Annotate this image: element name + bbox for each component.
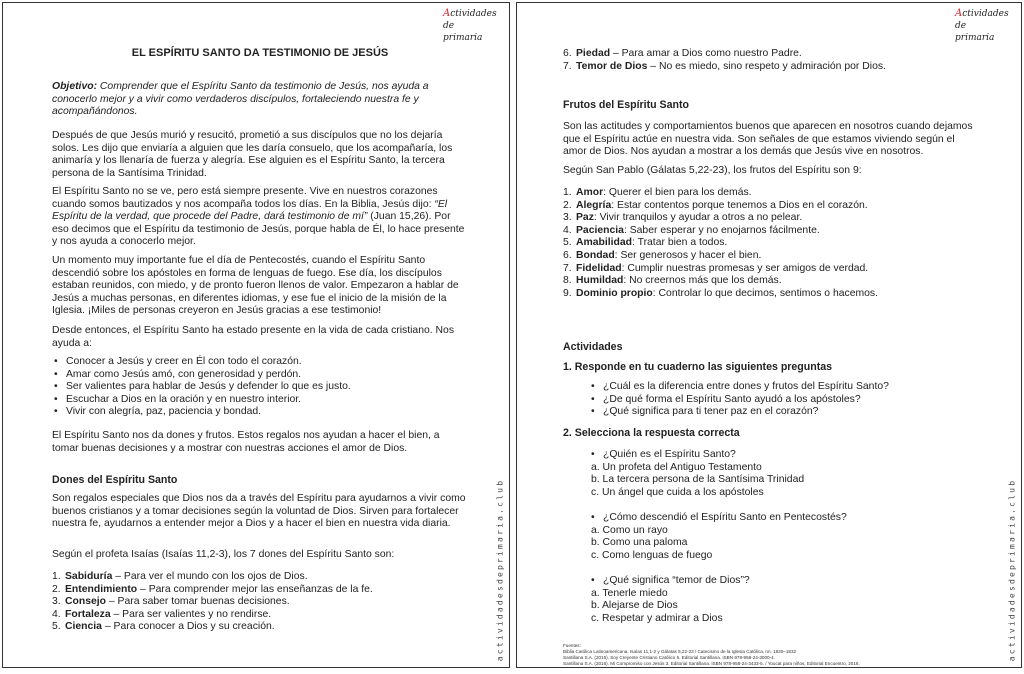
objective-text: Comprender que el Espíritu Santo da testimonio de Jesús, nos ayuda a conocerlo mejor y a vivir como verdaderos discípulos, fortaleciendo nuestra fe y acompañándonos.	[52, 81, 429, 118]
paragraph-helps-intro: Desde entonces, el Espíritu Santo ha estado presente en la vida de cada cristiano. Nos ayuda a:	[52, 325, 455, 349]
objective	[52, 81, 468, 119]
list-item: • Conocer a Jesús y creer en Él con todo el corazón.	[52, 356, 468, 369]
quiz-question-2	[563, 512, 981, 562]
dones-lead: Según el profeta Isaías (Isaías 11,2-3), los 7 dones del Espíritu Santo son:	[52, 549, 395, 560]
quiz-option[interactable]: b. Alejarse de Dios	[591, 600, 678, 612]
list-item: 4. Paciencia: Saber esperar y no enojarnos fácilmente.	[563, 224, 820, 236]
list-item: 6. Piedad – Para amar a Dios como nuestro Padre.	[563, 48, 802, 59]
paragraph-pentecost: Un momento muy importante fue el día de Pentecostés, cuando el Espíritu Santo descendió sobre los apóstoles en forma de lenguas de fuego. Ese día, los discípulos estaban reunidos, con miedo, y de pronto fueron llenos de valor. Empezaron a hablar de Jesús a muchas personas, en diferentes idiomas, y ese fue el inicio de la misión de la Iglesia. ¡Miles de personas creyeron en Jesús gracias a ese testimonio!	[52, 255, 459, 317]
list-item: 7. Fidelidad: Cumplir nuestras promesas y ser amigos de verdad.	[563, 262, 869, 274]
quiz-option[interactable]: c. Respetar y admirar a Dios	[591, 612, 723, 624]
list-item: 8. Humildad: No creernos más que los demás.	[563, 275, 782, 287]
list-item: • ¿De qué forma el Espíritu Santo ayudó a los apóstoles?	[589, 394, 981, 407]
list-item: • Escuchar a Dios en la oración y en nuestro interior.	[52, 394, 468, 407]
list-item: • Ser valientes para hablar de Jesús y defender lo que es justo.	[52, 381, 468, 394]
paragraph-gifts-fruits: El Espíritu Santo nos da dones y frutos. Estos regalos nos ayudan a hacer el bien, a tomar buenas decisiones y a mostrar con nuestras acciones el amor de Dios.	[52, 430, 440, 454]
side-url-watermark: actividadesdeprimaria.club	[495, 478, 505, 662]
list-item: 1. Sabiduría – Para ver el mundo con los ojos de Dios.	[52, 571, 308, 582]
page1-content	[52, 3, 468, 668]
list-item: 6. Bondad: Ser generosos y hacer el bien.	[563, 249, 762, 261]
section-heading-activities: Actividades	[563, 341, 623, 353]
brand-line1-rest: ctividades de	[955, 9, 1009, 31]
section-heading-dones: Dones del Espíritu Santo	[52, 474, 178, 486]
side-url-watermark: actividadesdeprimaria.club	[1007, 478, 1017, 662]
quiz-question-text: • ¿Qué significa “temor de Dios”?	[589, 575, 981, 588]
list-item: 5. Ciencia – Para conocer a Dios y su creación.	[52, 621, 275, 633]
dones-intro: Son regalos especiales que Dios nos da a través del Espíritu para ayudarnos a vivir como buenos cristianos y a tomar decisiones según la voluntad de Dios. Sirven para fortalecer nuestra fe, ayudarnos a entender mejor a Dios y a hacer el bien en nuestra vida diaria.	[52, 493, 466, 530]
worksheet-page-2	[516, 2, 1022, 668]
list-item: • Vivir con alegría, paz, paciencia y bondad.	[52, 406, 468, 419]
objective-label: Objetivo:	[52, 81, 98, 92]
quiz-option[interactable]: c. Como lenguas de fuego	[591, 549, 713, 561]
bible-quote: “El Espíritu de la verdad, que procede del Padre, dará testimonio de mí”	[52, 198, 448, 223]
paragraph-spirit-present: El Espíritu Santo no se ve, pero está siempre presente. Vive en nuestros corazones cuando somos bautizados y nos acompaña todos los días. En la Biblia, Jesús dijo: “El Espíritu de la verdad, que procede del Padre, dará testimonio de mí” (Juan 15,26). Por eso decimos que el Espíritu da testimonio de Jesús, porque habla de Él, lo hace presente y nos ayuda a conocerlo mejor.	[52, 186, 465, 248]
list-item: 9. Dominio propio: Controlar lo que decimos, sentimos o hacemos.	[563, 287, 879, 299]
list-item: 3. Paz: Vivir tranquilos y ayudar a otros a no pelear.	[563, 212, 803, 224]
brand-line1-rest: ctividades de	[443, 9, 497, 31]
worksheet-page-1	[2, 2, 510, 668]
list-item: 7. Temor de Dios – No es miedo, sino respeto y admiración por Dios.	[563, 60, 886, 72]
list-item: • ¿Qué significa para ti tener paz en el corazón?	[589, 406, 981, 419]
intro-paragraph: Después de que Jesús murió y resucitó, prometió a sus discípulos que no los dejaría solos. Les dijo que enviaría a alguien que les daría consuelo, que los acompañaría, los animaría y los llenaría de fuerza y alegría. Ese alguien es el Espíritu Santo, la tercera persona de la Santísima Trinidad.	[52, 130, 453, 179]
quiz-option[interactable]: a. Un profeta del Antiguo Testamento	[591, 461, 762, 473]
brand-line2: primaria	[443, 33, 483, 43]
question2-heading: 2. Selecciona la respuesta correcta	[563, 427, 740, 439]
list-item: 3. Consejo – Para saber tomar buenas decisiones.	[52, 596, 290, 608]
brand-first-letter: A	[443, 8, 451, 19]
dones-list	[52, 571, 468, 634]
sources-footnote	[563, 643, 1003, 667]
list-item: 5. Amabilidad: Tratar bien a todos.	[563, 237, 728, 249]
list-item: 4. Fortaleza – Para ser valientes y no rendirse.	[52, 608, 272, 620]
brand-first-letter: A	[955, 8, 963, 19]
question1-list	[563, 381, 981, 419]
quiz-option[interactable]: b. Como una paloma	[591, 537, 688, 549]
section-heading-frutos: Frutos del Espíritu Santo	[563, 99, 689, 111]
helps-list	[52, 356, 468, 419]
quiz-question-text: • ¿Cómo descendió el Espíritu Santo en Pentecostés?	[589, 512, 981, 525]
question1-heading: 1. Responde en tu cuaderno las siguientes preguntas	[563, 361, 833, 373]
quiz-question-text: • ¿Quién es el Espíritu Santo?	[589, 449, 981, 462]
list-item: 2. Alegría: Estar contentos porque tenemos a Dios en el corazón.	[563, 199, 868, 211]
source-line: Biblia Católica Latinoamericana, Isaías 11,1-2 y Gálatas 5,22-23 / Catecismo de la Iglesia Católica, nn. 1830–1832	[563, 649, 797, 654]
page-title: EL ESPÍRITU SANTO DA TESTIMONIO DE JESÚS	[131, 47, 389, 59]
quiz-question-3	[563, 575, 981, 625]
quiz-option[interactable]: a. Como un rayo	[591, 524, 668, 536]
sources-label: Fuentes:	[563, 643, 581, 648]
page2-content	[563, 3, 981, 668]
quiz-option[interactable]: b. La tercera persona de la Santísima Trinidad	[591, 474, 805, 486]
quiz-option[interactable]: a. Tenerle miedo	[591, 587, 668, 599]
brand-line2: primaria	[955, 33, 995, 43]
list-item: • Amar como Jesús amó, con generosidad y perdón.	[52, 369, 468, 382]
source-line: Santillana S.A. (2016). Mi Compromiso con Jesús 3. Editorial Santillana. ISBN 978-958-24-3433-5. / Youcat para niños, Editorial Encuentro, 2016.	[563, 661, 860, 666]
dones-list-continued	[563, 48, 981, 73]
list-item: • ¿Cuál es la diferencia entre dones y frutos del Espíritu Santo?	[589, 381, 981, 394]
quiz-option[interactable]: c. Un ángel que cuida a los apóstoles	[591, 486, 764, 498]
quiz-question-1	[563, 449, 981, 499]
source-line: Santillana S.A. (2015). Soy Creyente Cristiano Católico 5. Editorial Santillana. ISBN 978-958-24-3000-4.	[563, 655, 775, 660]
list-item: 2. Entendimiento – Para comprender mejor las enseñanzas de la fe.	[52, 583, 373, 595]
list-item: 1. Amor: Querer el bien para los demás.	[563, 187, 752, 198]
frutos-list	[563, 187, 981, 300]
frutos-intro: Son las actitudes y comportamientos buenos que aparecen en nosotros cuando dejamos que el Espíritu actúe en nuestra vida. Son señales de que estamos viviendo según el amor de Dios. Nos ayudan a mostrar a los demás que Jesús vive en nosotros.	[563, 121, 973, 158]
frutos-lead: Según San Pablo (Gálatas 5,22-23), los frutos del Espíritu son 9:	[563, 165, 862, 176]
